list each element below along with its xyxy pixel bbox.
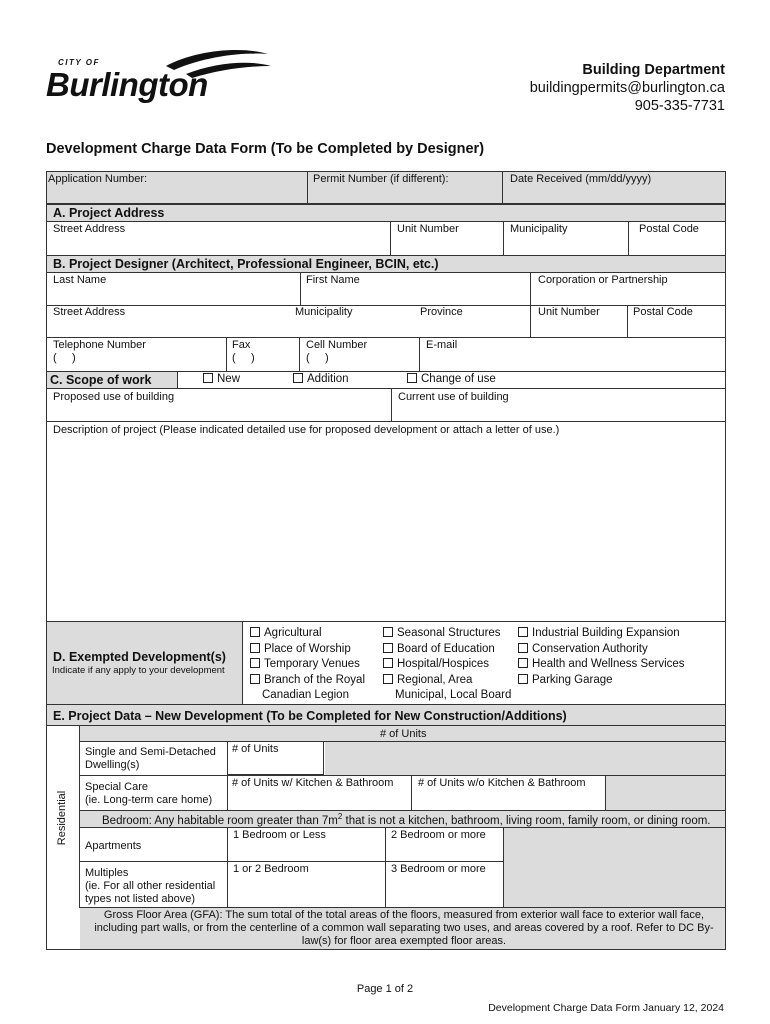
- checkbox-icon: [383, 627, 393, 637]
- special-care-label: Special Care (ie. Long-term care home): [85, 781, 213, 806]
- designer-email-field[interactable]: E-mail: [426, 339, 458, 351]
- designer-fax-field[interactable]: Fax ( ): [232, 339, 255, 364]
- scope-new-checkbox[interactable]: New: [203, 372, 240, 388]
- designer-municipality-field[interactable]: Municipality: [295, 306, 353, 318]
- exempt-regional-cont: Municipal, Local Board: [395, 689, 512, 701]
- exempt-parking-garage-checkbox[interactable]: Parking Garage: [518, 673, 685, 689]
- designer-postal-code-field[interactable]: Postal Code: [633, 306, 693, 318]
- section-a-title: A. Project Address: [53, 206, 165, 220]
- current-use-field[interactable]: Current use of building: [398, 391, 509, 403]
- project-municipality-field[interactable]: Municipality: [510, 223, 568, 235]
- designer-cell-field[interactable]: Cell Number ( ): [306, 339, 368, 364]
- page-number: Page 1 of 2: [356, 983, 414, 995]
- department-email[interactable]: buildingpermits@burlington.ca: [529, 80, 725, 96]
- section-b-title: B. Project Designer (Architect, Professional Engineer, BCIN, etc.): [53, 257, 439, 271]
- units-header: # of Units: [380, 728, 427, 740]
- checkbox-icon: [250, 627, 260, 637]
- application-number-field[interactable]: Application Number:: [48, 173, 148, 185]
- exempt-temporary-venues-checkbox[interactable]: Temporary Venues: [250, 657, 365, 673]
- checkbox-icon: [518, 643, 528, 653]
- form-title: Development Charge Data Form (To be Completed by Designer): [46, 141, 485, 157]
- bedroom-definition: Bedroom: Any habitable room greater than $7m^2$ that is not a kitchen, bathroom, living room, family room, or dining room.: [102, 812, 711, 827]
- single-semi-label: Single and Semi-Detached Dwelling(s): [85, 746, 216, 771]
- section-d-subtitle: Indicate if any apply to your development: [52, 665, 225, 676]
- section-e-title: E. Project Data – New Development (To be Completed for New Construction/Additions): [53, 709, 567, 723]
- exempt-seasonal-checkbox[interactable]: Seasonal Structures: [383, 626, 511, 642]
- project-unit-number-field[interactable]: Unit Number: [397, 223, 459, 235]
- project-street-address-field[interactable]: Street Address: [53, 223, 126, 235]
- designer-corporation-field[interactable]: Corporation or Partnership: [538, 274, 668, 286]
- checkbox-icon: [293, 373, 303, 383]
- special-care-with-kitchen-field[interactable]: # of Units w/ Kitchen & Bathroom: [232, 777, 394, 789]
- department-name: Building Department: [582, 62, 725, 78]
- designer-unit-number-field[interactable]: Unit Number: [538, 306, 600, 318]
- checkbox-icon: [383, 643, 393, 653]
- checkbox-icon: [407, 373, 417, 383]
- project-description-field[interactable]: Description of project (Please indicated detailed use for proposed development or attach a letter of use.): [53, 424, 560, 436]
- checkbox-icon: [250, 643, 260, 653]
- exempt-worship-checkbox[interactable]: Place of Worship: [250, 642, 365, 658]
- date-received-field[interactable]: Date Received (mm/dd/yyyy): [510, 173, 652, 185]
- exempt-legion-checkbox[interactable]: Branch of the Royal: [250, 673, 365, 689]
- exempt-agricultural-checkbox[interactable]: Agricultural: [250, 626, 365, 642]
- apartments-label: Apartments: [85, 840, 142, 852]
- single-semi-units-field[interactable]: # of Units: [232, 743, 279, 755]
- proposed-use-field[interactable]: Proposed use of building: [53, 391, 175, 403]
- checkbox-icon: [383, 658, 393, 668]
- form-version-date: Development Charge Data Form January 12, 2024: [488, 1002, 724, 1014]
- multiples-label: Multiples (ie. For all other residential types not listed above): [85, 867, 216, 905]
- exempt-hospital-checkbox[interactable]: Hospital/Hospices: [383, 657, 511, 673]
- exempt-conservation-checkbox[interactable]: Conservation Authority: [518, 642, 685, 658]
- scope-addition-checkbox[interactable]: Addition: [293, 372, 349, 388]
- multiples-one-two-bed-field[interactable]: 1 or 2 Bedroom: [233, 863, 309, 875]
- exempt-board-education-checkbox[interactable]: Board of Education: [383, 642, 511, 658]
- designer-last-name-field[interactable]: Last Name: [53, 274, 107, 286]
- exempt-legion-cont: Canadian Legion: [262, 689, 349, 701]
- department-phone: 905-335-7731: [634, 98, 725, 114]
- checkbox-icon: [518, 658, 528, 668]
- checkbox-icon: [250, 658, 260, 668]
- permit-number-field[interactable]: Permit Number (if different):: [313, 173, 449, 185]
- checkbox-icon: [203, 373, 213, 383]
- checkbox-icon: [518, 627, 528, 637]
- exempt-industrial-checkbox[interactable]: Industrial Building Expansion: [518, 626, 685, 642]
- exempt-health-wellness-checkbox[interactable]: Health and Wellness Services: [518, 657, 685, 673]
- logo-city-of: CITY OF: [58, 58, 100, 67]
- checkbox-icon: [250, 674, 260, 684]
- designer-first-name-field[interactable]: First Name: [306, 274, 360, 286]
- section-c-title: C. Scope of work: [50, 373, 152, 387]
- checkbox-icon: [518, 674, 528, 684]
- scope-change-of-use-checkbox[interactable]: Change of use: [407, 372, 496, 388]
- residential-label: Residential: [56, 790, 68, 846]
- designer-telephone-field[interactable]: Telephone Number ( ): [53, 339, 146, 364]
- section-d-title: D. Exempted Development(s): [53, 650, 226, 664]
- multiples-three-bed-field[interactable]: 3 Bedroom or more: [391, 863, 486, 875]
- project-postal-code-field[interactable]: Postal Code: [639, 223, 699, 235]
- checkbox-icon: [383, 674, 393, 684]
- exempt-regional-checkbox[interactable]: Regional, Area: [383, 673, 511, 689]
- apartments-one-bed-field[interactable]: 1 Bedroom or Less: [233, 829, 326, 841]
- designer-street-address-field[interactable]: Street Address: [53, 306, 126, 318]
- logo-burlington: Burlington: [46, 66, 208, 103]
- city-logo: [46, 44, 276, 110]
- designer-province-field[interactable]: Province: [420, 306, 463, 318]
- apartments-two-bed-field[interactable]: 2 Bedroom or more: [391, 829, 486, 841]
- gfa-definition: Gross Floor Area (GFA): The sum total of the total areas of the floors, measured from exterior wall face to exterior wall face, including part walls, or from the centerline of a common wall separating two uses, and areas covered by a roof. Refer to DC By-law(s) for floor area exempted floor areas.: [94, 909, 714, 947]
- special-care-without-kitchen-field[interactable]: # of Units w/o Kitchen & Bathroom: [418, 777, 586, 789]
